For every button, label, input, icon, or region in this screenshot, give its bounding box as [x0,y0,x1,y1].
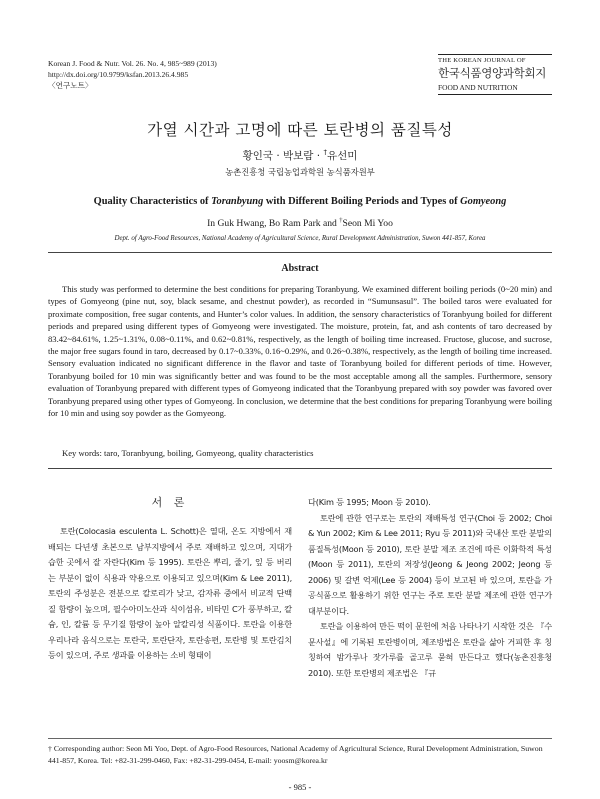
affiliation-english: Dept. of Agro-Food Resources, National Academy of Agricultural Science, Rural Development Administration, Suwon 441-857, Korea [114,235,486,242]
authors-en-last: Seon Mi Yoo [342,218,393,230]
corresponding-mark: † [323,148,327,157]
authors-en-list: In Guk Hwang, Bo Ram Park and [207,218,340,230]
title-en-italic2: Gomyeong [460,196,507,207]
body-column-left [48,524,292,664]
title-english [0,196,600,207]
journal-citation: Korean J. Food & Nutr. Vol. 26. No. 4, 985~989 (2013) [48,59,217,68]
title-en-italic1: Toranbyung [211,196,264,207]
page-number: - 985 - [288,782,312,792]
body-column-right [308,495,552,681]
abstract-body: This study was performed to determine the best conditions for preparing Toranbyung. We examined different boiling periods (0~20 min) and types of Gomyeong (pine nut, soy, black sesame, and chestnut powder), as recorded in “Sumunsasul”. The boiled taros were evaluated for proximate composition, free sugar contents, and Hunter’s color values. In addition, the sensory characteristics of Toranbyung boiled for different periods and prepared using different types of Gomyeong were investigated. The moisture, protein, fat, and ash contents of taro decreased by 83.42~84.61%, 1.25~1.31%, 0.08~0.11%, and 0.62~0.81%, respectively, as the length of boiling time increased. Fructose, glucose, and sucrose, the major free sugars found in taro, decreased by 0.17~0.33%, 0.16~0.29%, and 0.26~0.38%, respectively, as the length of boiling time increased. Sensory evaluation indicated no significant difference in the flavor and taste of Toranbyung boiled for different periods of time. However, Toranbyung boiled for 10 min was significantly better and was found to be the most acceptable among all the samples. Furthermore, sensory evaluation of Toranbyung prepared with different types of Gomyeong indicated that the Toranbyung prepared with soy powder was favored over Toranbyung prepared using other types of Gomyeong. In conclusion, we determine that the best conditions for preparing Toranbyung were boiling for 10 min and using soy powder as the Gomyeong. [48,284,552,419]
title-en-part1: Quality Characteristics of [93,196,212,207]
corresponding-mark-en: † [339,217,343,224]
citation-header [48,58,217,91]
doi-link[interactable]: http://dx.doi.org/10.9799/ksfan.2013.26.4.985 [48,70,189,79]
abstract-rule-bottom [48,468,552,469]
left-paragraph: 토란(Colocasia esculenta L. Schott)은 열대, 온도 지방에서 재배되는 다년생 초본으로 남부지방에서 주로 재배하고 있으며, 지대가 습한 곳에서 잘 자란다(Kim 등 1995). 토란은 뿌리, 줄기, 잎 등 버리는 부분이 없이 식용과 약용으로 이용되고 있으며(Kim & Lee 2011), 토란의 주성분은 전분으로 칼로리가 낮고, 감자류 중에서 비교적 단백질 함량이 높으며, 필수아미노산과 식이섬유, 비타민 C가 풍부하고, 칼슘, 인, 칼륨 등 무기질 함량이 높아 알칼리성 식품이다. 토란을 이용한 우리나라 음식으로는 토란국, 토란단자, 토란송편, 토란병 및 토란김치 등이 있으며, 주로 생과를 이용하는 소비 형태이 [48,526,292,660]
title-korean: 가열 시간과 고명에 따른 토란병의 품질특성 [147,121,453,139]
right-paragraph-2: 토란에 관한 연구로는 토란의 재배특성 연구(Choi 등 2002; Choi & Yun 2002; Kim & Lee 2011; Ryu 등 2011)와 국내산 토란 분말의 품질특성(Moon 등 2010), 토란 분말 제조 조건에 따른 이화학적 특성(Moon 등 2011), 토란의 저장성(Jeong & Jeong 2002; Jeong 등 2006) 및 갈변 억제(Lee 등 2004) 등이 보고된 바 있으며, 토란을 가공식품으로 활용하기 위한 연구는 주로 토란 분말 제조에 관한 연구가 대부분이다. [308,512,552,616]
right-paragraph-1: 다(Kim 등 1995; Moon 등 2010). [308,497,431,507]
journal-masthead [438,54,552,95]
journal-title-en-top: THE KOREAN JOURNAL OF [438,57,526,64]
journal-title-en-bottom: FOOD AND NUTRITION [438,83,518,92]
section-heading-introduction: 서 론 [151,496,189,509]
footnote-rule [48,738,552,739]
right-paragraph-3: 토란을 이용하여 만든 떡이 문헌에 처음 나타나기 시작한 것은 『수문사설』에 기록된 토란병이며, 제조방법은 토란을 삶아 거피한 후 칭칭하여 밤가루나 잣가루를 골고루 묻혀 만든다고 했다(농촌진흥청 2010). 또한 토란병의 제조법은 『규 [308,621,552,678]
corresponding-author-footnote: † Corresponding author: Seon Mi Yoo, Dept. of Agro-Food Resources, National Academy of Agricultural Science, Rural Development Administration, Suwon 441-857, Korea. Tel: +82-31-299-0460, Fax: +82-31-299-0454, E-mail: yoosm@korea.kr [48,744,543,765]
abstract-rule-top [48,252,552,253]
article-type-note: 〈연구노트〉 [48,81,93,90]
masthead-rule-bottom [438,94,552,95]
authors-ko-last: 유선미 [326,150,358,162]
keywords: Key words: taro, Toranbyung, boiling, Gomyeong, quality characteristics [62,448,314,458]
abstract-heading: Abstract [281,263,319,274]
journal-title-ko: 한국식품영양과학회지 [438,66,547,80]
authors-ko-list: 황인국 · 박보람 · [242,150,324,162]
authors-english [0,217,600,229]
affiliation-korean: 농촌진흥청 국립농업과학원 농식품자원부 [225,167,375,177]
authors-korean [0,148,600,163]
title-en-part2: with Different Boiling Periods and Types of [263,196,461,207]
